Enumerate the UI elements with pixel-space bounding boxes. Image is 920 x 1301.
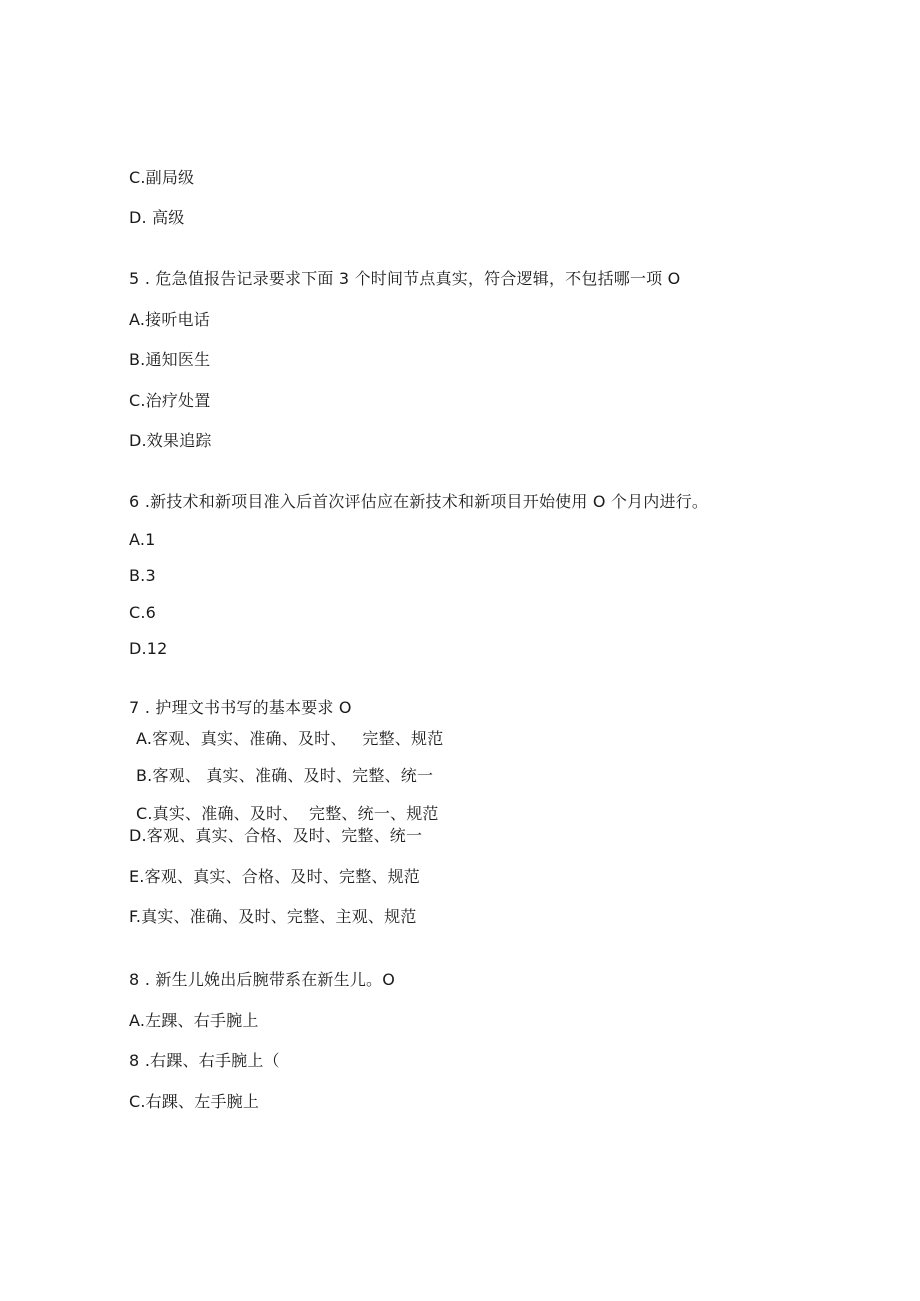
option-8c: C.右踝、左手腕上 — [129, 1092, 260, 1111]
option-6a: A.1 — [129, 530, 156, 549]
option-6d: D.12 — [129, 639, 168, 658]
option-7b: B.客观、 真实、准确、及时、完整、统一 — [136, 766, 434, 785]
option-5d: D.效果追踪 — [129, 431, 212, 450]
option-5a: A.接听电话 — [129, 310, 210, 329]
question-7: 7 . 护理文书书写的基本要求 O — [129, 698, 352, 717]
option-8b: 8 .右踝、右手腕上（ — [129, 1051, 280, 1070]
option-7e: E.客观、真实、合格、及时、完整、规范 — [129, 867, 420, 886]
option-7a: A.客观、真实、准确、及时、 完整、规范 — [136, 729, 444, 748]
option-6b: B.3 — [129, 566, 156, 585]
question-8: 8 . 新生儿娩出后腕带系在新生儿。O — [129, 970, 396, 989]
option-8a: A.左踝、右手腕上 — [129, 1011, 259, 1030]
option-7d: D.客观、真实、合格、及时、完整、统一 — [129, 826, 423, 845]
option-4c: C.副局级 — [129, 168, 195, 187]
option-5c: C.治疗处置 — [129, 391, 211, 410]
option-6c: C.6 — [129, 603, 157, 622]
option-7c: C.真实、准确、及时、 完整、统一、规范 — [136, 804, 439, 823]
question-5: 5 . 危急值报告记录要求下面 3 个时间节点真实，符合逻辑，不包括哪一项 O — [129, 269, 681, 288]
question-6: 6 .新技术和新项目准入后首次评估应在新技术和新项目开始使用 O 个月内进行。 — [129, 492, 709, 511]
option-7f: F.真实、准确、及时、完整、主观、规范 — [129, 907, 417, 926]
option-4d: D. 高级 — [129, 208, 185, 227]
option-5b: B.通知医生 — [129, 350, 211, 369]
